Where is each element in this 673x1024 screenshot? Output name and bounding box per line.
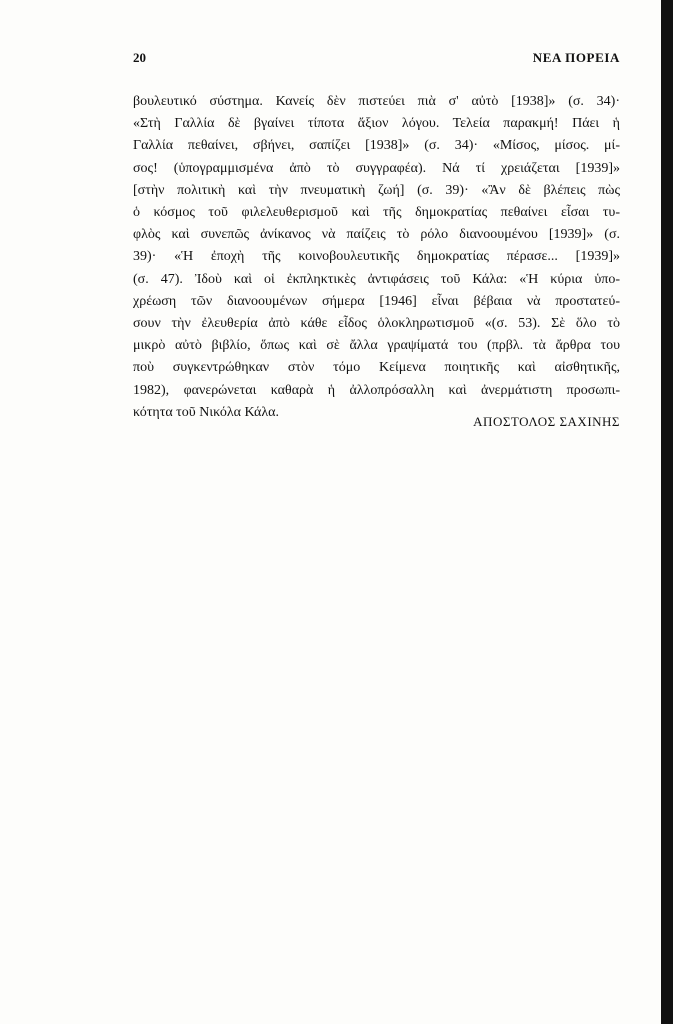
text-line: ποὺ συγκεντρώθηκαν στὸν τόμο Κείμενα ποιητικῆς καὶ αἰσθητικῆς, bbox=[133, 360, 620, 376]
text-line: μικρὸ αὐτὸ βιβλίο, ὅπως καὶ σὲ ἄλλα γραψίματά του (πρβλ. τὰ ἄρθρα του bbox=[133, 338, 620, 354]
text-line: «Στὴ Γαλλία δὲ βγαίνει τίποτα ἄξιον λόγου. Τελεία παρακμή! Πάει ἡ bbox=[133, 116, 620, 132]
text-line: 39)· «Ἡ ἐποχὴ τῆς κοινοβουλευτικῆς δημοκρατίας πέρασε... [1939]» bbox=[133, 249, 620, 265]
author-signature: ΑΠΟΣΤΟΛΟΣ ΣΑΧΙΝΗΣ bbox=[473, 414, 620, 429]
text-line: ὁ κόσμος τοῦ φιλελευθερισμοῦ καὶ τῆς δημοκρατίας πεθαίνει εἶσαι τυ- bbox=[133, 205, 620, 221]
running-title: ΝΕΑ ΠΟΡΕΙΑ bbox=[532, 50, 620, 65]
page-number: 20 bbox=[133, 50, 146, 65]
text-line: σος! (ὑπογραμμισμένα ἀπὸ τὸ συγγραφέα). Νά τί χρειάζεται [1939]» bbox=[133, 160, 620, 176]
text-line: φλὸς καὶ συνεπῶς ἀνίκανος νὰ παίζεις τὸ ρόλο διανοουμένου [1939]» (σ. bbox=[133, 227, 620, 243]
text-line: χρέωση τῶν διανοουμένων σήμερα [1946] εἶναι βέβαια νὰ προστατεύ- bbox=[133, 293, 620, 309]
text-line: βουλευτικό σύστημα. Κανείς δὲν πιστεύει πιὰ σ' αὐτὸ [1938]» (σ. 34)· bbox=[133, 94, 620, 109]
text-line: (σ. 47). Ἰδοὺ καὶ οἱ ἐκπληκτικὲς ἀντιφάσεις τοῦ Κάλα: «Ἡ κύρια ὑπο- bbox=[133, 271, 620, 287]
body-paragraph bbox=[133, 91, 620, 424]
text-line: [στὴν πολιτικὴ καὶ τὴν πνευματικὴ ζωή] (σ. 39)· «Ἂν δὲ βλέπεις πὼς bbox=[133, 182, 620, 198]
text-line: Γαλλία πεθαίνει, σβήνει, σαπίζει [1938]» (σ. 34)· «Μίσος, μίσος. μί- bbox=[133, 138, 620, 154]
text-line: σουν τὴν ἐλευθερία ἀπὸ κάθε εἶδος ὁλοκληρωτισμοῦ «(σ. 53). Σὲ ὅλο τὸ bbox=[133, 316, 620, 332]
page-edge-shadow bbox=[661, 0, 673, 1024]
page-header bbox=[133, 50, 620, 70]
text-line: 1982), φανερώνεται καθαρὰ ἡ ἀλλοπρόσαλλη καὶ ἀνερμάτιστη προσωπι- bbox=[133, 382, 620, 398]
text-line: κότητα τοῦ Νικόλα Κάλα. bbox=[133, 404, 280, 420]
